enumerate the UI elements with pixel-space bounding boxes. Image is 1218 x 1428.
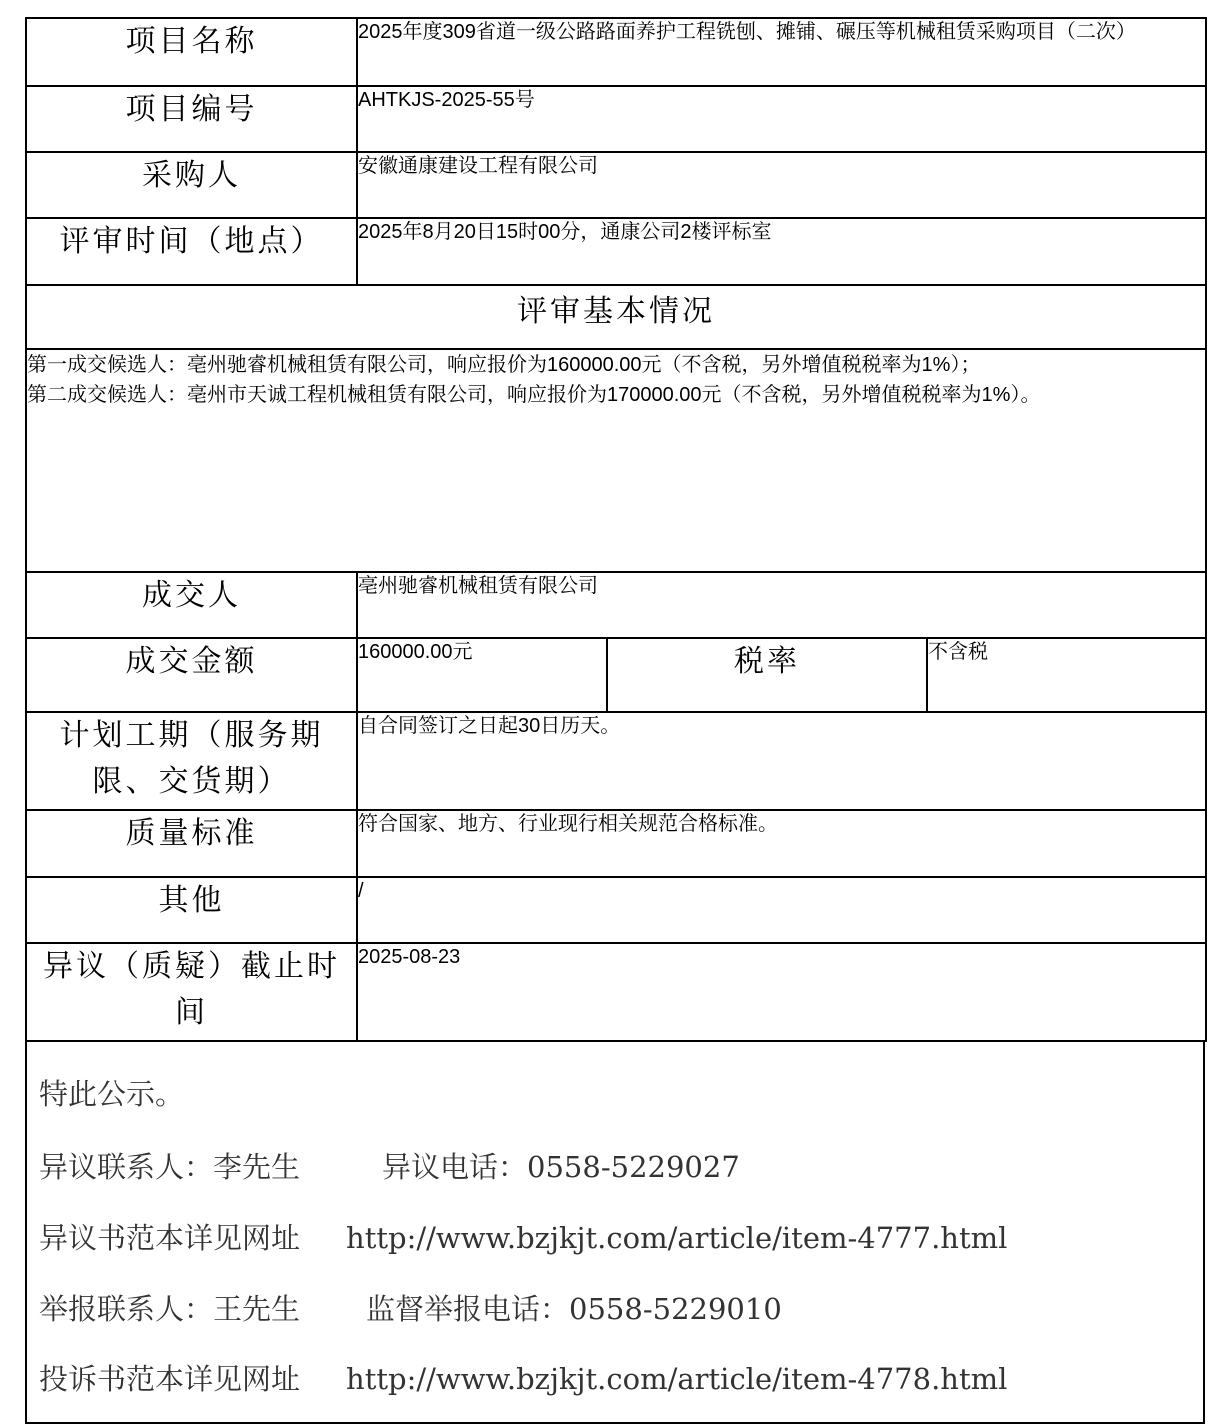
objection-contact-row (39, 1145, 740, 1186)
notice-text: 特此公示。 (39, 1077, 185, 1111)
announcement-table (25, 17, 1207, 1042)
review-time-label: 评审时间（地点） (26, 218, 357, 285)
footer-notice-box (25, 1042, 1205, 1424)
objection-template-link[interactable]: http://www.bzjkjt.com/article/item-4777.html (346, 1221, 1008, 1255)
announcement-document (25, 17, 1205, 1424)
candidates-cell (26, 349, 1206, 572)
objection-phone: 异议电话：0558-5229027 (382, 1150, 740, 1184)
project-name-value: 2025年度309省道一级公路路面养护工程铣刨、摊铺、碾压等机械租赁采购项目（二次） (357, 18, 1206, 86)
candidate-second: 第二成交候选人：亳州市天诚工程机械租赁有限公司，响应报价为170000.00元（不含税，另外增值税税率为1%）。 (27, 384, 1041, 406)
period-value: 自合同签订之日起30日历天。 (357, 712, 1206, 810)
quality-value: 符合国家、地方、行业现行相关规范合格标准。 (357, 810, 1206, 877)
purchaser-label: 采购人 (26, 152, 357, 218)
project-number-value: AHTKJS-2025-55号 (357, 86, 1206, 152)
project-number-label: 项目编号 (26, 86, 357, 152)
complaint-template-label: 投诉书范本详见网址 (39, 1362, 301, 1396)
period-label: 计划工期（服务期限、交货期） (26, 712, 357, 810)
report-contact: 举报联系人：王先生 (39, 1292, 301, 1326)
row-amount (26, 638, 1206, 712)
winner-value: 亳州驰睿机械租赁有限公司 (357, 572, 1206, 638)
row-period (26, 712, 1206, 810)
row-deadline (26, 943, 1206, 1041)
objection-template-label: 异议书范本详见网址 (39, 1221, 301, 1255)
row-project-name (26, 18, 1206, 86)
other-value: / (357, 877, 1206, 943)
project-name-label: 项目名称 (26, 18, 357, 86)
review-section-title: 评审基本情况 (26, 285, 1206, 349)
row-project-number (26, 86, 1206, 152)
other-label: 其他 (26, 877, 357, 943)
amount-value: 160000.00元 (357, 638, 607, 712)
review-time-value: 2025年8月20日15时00分，通康公司2楼评标室 (357, 218, 1206, 285)
tax-label: 税率 (607, 638, 927, 712)
candidate-first: 第一成交候选人：亳州驰睿机械租赁有限公司，响应报价为160000.00元（不含税，另外增值税税率为1%）； (27, 354, 981, 376)
row-other (26, 877, 1206, 943)
row-quality (26, 810, 1206, 877)
amount-label: 成交金额 (26, 638, 357, 712)
row-review-section-title (26, 285, 1206, 349)
complaint-template-row (39, 1357, 1007, 1398)
report-contact-row (39, 1287, 782, 1328)
row-purchaser (26, 152, 1206, 218)
purchaser-value: 安徽通康建设工程有限公司 (357, 152, 1206, 218)
winner-label: 成交人 (26, 572, 357, 638)
tax-value: 不含税 (927, 638, 1206, 712)
report-phone: 监督举报电话：0558-5229010 (366, 1292, 782, 1326)
objection-template-row (39, 1216, 1007, 1257)
row-candidates (26, 349, 1206, 572)
objection-contact: 异议联系人：李先生 (39, 1150, 301, 1184)
quality-label: 质量标准 (26, 810, 357, 877)
deadline-value: 2025-08-23 (357, 943, 1206, 1041)
row-winner (26, 572, 1206, 638)
deadline-label: 异议（质疑）截止时间 (26, 943, 357, 1041)
row-review-time (26, 218, 1206, 285)
complaint-template-link[interactable]: http://www.bzjkjt.com/article/item-4778.html (346, 1362, 1008, 1396)
